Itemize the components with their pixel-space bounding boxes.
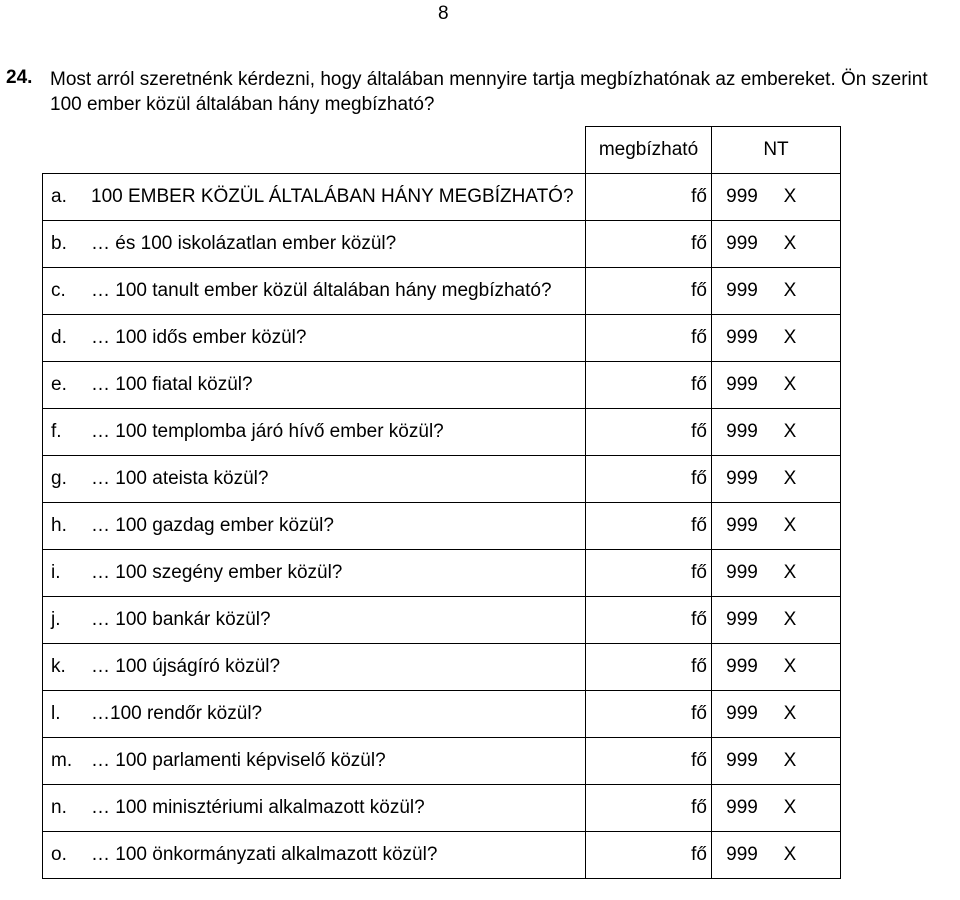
table-header-row [43,127,841,174]
row-label-cell [43,268,586,315]
dont-know-code[interactable]: 999 [726,327,758,348]
nt-cell [712,456,841,503]
count-answer-cell[interactable] [586,268,712,315]
table-row [43,550,841,597]
count-answer-cell[interactable] [586,409,712,456]
refuse-code[interactable]: X [783,797,797,818]
row-label-cell [43,174,586,221]
row-letter: a. [51,186,67,207]
refuse-code[interactable]: X [783,562,797,583]
row-label-cell [43,315,586,362]
row-letter: c. [51,280,66,301]
dont-know-code[interactable]: 999 [726,797,758,818]
nt-cell [712,832,841,879]
row-question-text: … 100 ateista közül? [91,468,269,489]
nt-cell [712,315,841,362]
unit-label: fő [691,186,707,207]
row-letter: n. [51,797,67,818]
row-letter: d. [51,327,67,348]
nt-cell [712,409,841,456]
count-answer-cell[interactable] [586,174,712,221]
table-row [43,268,841,315]
nt-cell [712,785,841,832]
unit-label: fő [691,844,707,865]
row-letter: j. [51,609,61,630]
refuse-code[interactable]: X [783,186,797,207]
row-letter: b. [51,233,67,254]
dont-know-code[interactable]: 999 [726,750,758,771]
row-label-cell [43,597,586,644]
unit-label: fő [691,797,707,818]
row-letter: i. [51,562,61,583]
row-question-text: … 100 idős ember közül? [91,327,307,348]
unit-label: fő [691,468,707,489]
row-question-text: … 100 önkormányzati alkalmazott közül? [91,844,438,865]
table-row [43,315,841,362]
header-nt: NT [712,127,841,174]
dont-know-code[interactable]: 999 [726,703,758,724]
table-row [43,409,841,456]
count-answer-cell[interactable] [586,738,712,785]
row-question-text: 100 EMBER KÖZÜL ÁLTALÁBAN HÁNY MEGBÍZHATÓ? [91,186,574,207]
table-row [43,832,841,879]
refuse-code[interactable]: X [783,374,797,395]
dont-know-code[interactable]: 999 [726,468,758,489]
row-letter: e. [51,374,67,395]
dont-know-code[interactable]: 999 [726,656,758,677]
count-answer-cell[interactable] [586,315,712,362]
page-number: 8 [438,3,449,24]
row-letter: h. [51,515,67,536]
table-row [43,362,841,409]
unit-label: fő [691,327,707,348]
row-question-text: … 100 újságíró közül? [91,656,281,677]
row-label-cell [43,409,586,456]
question-text: Most arról szeretnénk kérdezni, hogy általában mennyire tartja megbízhatónak az embereket. Ön szerint 100 ember közül általában hány megbízható? [50,69,928,115]
refuse-code[interactable]: X [783,750,797,771]
unit-label: fő [691,609,707,630]
row-letter: k. [51,656,66,677]
count-answer-cell[interactable] [586,362,712,409]
nt-cell [712,597,841,644]
row-label-cell [43,456,586,503]
refuse-code[interactable]: X [783,280,797,301]
question-number: 24. [6,67,33,88]
row-label-cell [43,785,586,832]
nt-cell [712,644,841,691]
unit-label: fő [691,515,707,536]
dont-know-code[interactable]: 999 [726,562,758,583]
row-question-text: … 100 gazdag ember közül? [91,515,334,536]
refuse-code[interactable]: X [783,844,797,865]
count-answer-cell[interactable] [586,503,712,550]
row-label-cell [43,691,586,738]
table-row [43,691,841,738]
dont-know-code[interactable]: 999 [726,609,758,630]
count-answer-cell[interactable] [586,691,712,738]
table-row [43,221,841,268]
unit-label: fő [691,280,707,301]
row-letter: g. [51,468,67,489]
unit-label: fő [691,233,707,254]
row-question-text: … 100 templomba járó hívő ember közül? [91,421,444,442]
table-row [43,174,841,221]
dont-know-code[interactable]: 999 [726,374,758,395]
table-row [43,738,841,785]
nt-cell [712,503,841,550]
count-answer-cell[interactable] [586,456,712,503]
nt-cell [712,268,841,315]
unit-label: fő [691,374,707,395]
row-label-cell [43,738,586,785]
table-row [43,644,841,691]
count-answer-cell[interactable] [586,832,712,879]
row-question-text: … 100 tanult ember közül általában hány megbízható? [91,280,552,301]
row-label-cell [43,362,586,409]
nt-cell [712,738,841,785]
dont-know-code[interactable]: 999 [726,280,758,301]
table-row [43,456,841,503]
dont-know-code[interactable]: 999 [726,233,758,254]
row-label-cell [43,644,586,691]
dont-know-code[interactable]: 999 [726,515,758,536]
row-question-text: … 100 minisztériumi alkalmazott közül? [91,797,425,818]
dont-know-code[interactable]: 999 [726,186,758,207]
unit-label: fő [691,703,707,724]
row-letter: f. [51,421,62,442]
refuse-code[interactable]: X [783,656,797,677]
row-letter: o. [51,844,67,865]
row-question-text: … 100 fiatal közül? [91,374,253,395]
count-answer-cell[interactable] [586,785,712,832]
nt-cell [712,221,841,268]
row-question-text: … 100 bankár közül? [91,609,271,630]
unit-label: fő [691,562,707,583]
count-answer-cell[interactable] [586,221,712,268]
row-label-cell [43,503,586,550]
refuse-code[interactable]: X [783,233,797,254]
refuse-code[interactable]: X [783,421,797,442]
unit-label: fő [691,421,707,442]
refuse-code[interactable]: X [783,703,797,724]
table-row [43,503,841,550]
row-question-text: … 100 parlamenti képviselő közül? [91,750,386,771]
nt-cell [712,174,841,221]
row-letter: l. [51,703,61,724]
count-answer-cell[interactable] [586,644,712,691]
dont-know-code[interactable]: 999 [726,421,758,442]
row-question-text: … és 100 iskolázatlan ember közül? [91,233,397,254]
unit-label: fő [691,750,707,771]
row-label-cell [43,832,586,879]
dont-know-code[interactable]: 999 [726,844,758,865]
row-letter: m. [51,750,73,771]
refuse-code[interactable]: X [783,609,797,630]
refuse-code[interactable]: X [783,327,797,348]
nt-cell [712,691,841,738]
table-row [43,785,841,832]
count-answer-cell[interactable] [586,597,712,644]
refuse-code[interactable]: X [783,515,797,536]
header-empty-cell [43,127,586,174]
table-row [43,597,841,644]
row-label-cell [43,221,586,268]
nt-cell [712,362,841,409]
count-answer-cell[interactable] [586,550,712,597]
unit-label: fő [691,656,707,677]
trust-table [42,126,841,879]
row-question-text: …100 rendőr közül? [91,703,263,724]
row-question-text: … 100 szegény ember közül? [91,562,343,583]
refuse-code[interactable]: X [783,468,797,489]
row-label-cell [43,550,586,597]
header-trustworthy: megbízható [586,127,712,174]
nt-cell [712,550,841,597]
